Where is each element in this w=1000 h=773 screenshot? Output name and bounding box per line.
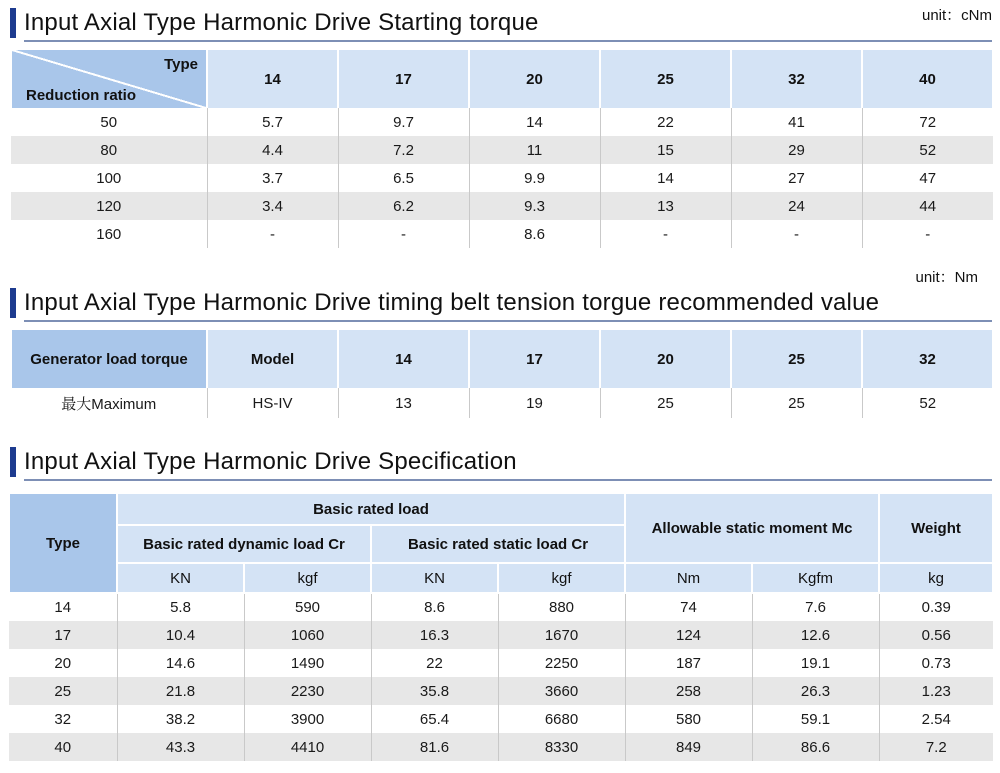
table-cell: 124 bbox=[625, 621, 752, 649]
row-label: 120 bbox=[11, 192, 207, 220]
row-label: 50 bbox=[11, 108, 207, 136]
column-header: 32 bbox=[731, 50, 862, 108]
table-cell: 7.6 bbox=[752, 593, 879, 621]
table-cell: - bbox=[600, 220, 731, 248]
table-cell: 81.6 bbox=[371, 733, 498, 761]
table-row bbox=[9, 677, 993, 705]
corner-ratio-label: Reduction ratio bbox=[26, 87, 137, 104]
table-cell: 9.7 bbox=[338, 108, 469, 136]
column-header: 40 bbox=[862, 50, 993, 108]
table-row bbox=[9, 621, 993, 649]
section3-title: Input Axial Type Harmonic Drive Specification bbox=[24, 448, 517, 475]
section1-title: Input Axial Type Harmonic Drive Starting torque bbox=[24, 9, 539, 36]
weight-header: Weight bbox=[879, 493, 993, 563]
table-cell: 258 bbox=[625, 677, 752, 705]
table-cell: 0.73 bbox=[879, 649, 993, 677]
table-cell: 9.9 bbox=[469, 164, 600, 192]
unit-header: Nm bbox=[625, 563, 752, 593]
unit-header: KN bbox=[371, 563, 498, 593]
table-cell: 6.5 bbox=[338, 164, 469, 192]
title-underline bbox=[24, 320, 992, 322]
unit-header: kgf bbox=[244, 563, 371, 593]
row-label: 40 bbox=[9, 733, 117, 761]
column-header: 20 bbox=[469, 50, 600, 108]
table-row bbox=[11, 164, 993, 192]
table-cell: 187 bbox=[625, 649, 752, 677]
title-underline bbox=[24, 479, 992, 481]
table-cell: 580 bbox=[625, 705, 752, 733]
table-cell: 0.56 bbox=[879, 621, 993, 649]
table-cell: 5.7 bbox=[207, 108, 338, 136]
table-cell: 19.1 bbox=[752, 649, 879, 677]
table-cell: 4.4 bbox=[207, 136, 338, 164]
unit-header: kgf bbox=[498, 563, 625, 593]
allowable-moment-header: Allowable static moment Mc bbox=[625, 493, 879, 563]
table-row bbox=[11, 108, 993, 136]
table-cell: 3.4 bbox=[207, 192, 338, 220]
table-cell: 4410 bbox=[244, 733, 371, 761]
table-cell: 27 bbox=[731, 164, 862, 192]
row-label: 160 bbox=[11, 220, 207, 248]
table-cell: 0.39 bbox=[879, 593, 993, 621]
table-cell: 13 bbox=[600, 192, 731, 220]
section1-heading bbox=[10, 6, 992, 40]
table-cell: 13 bbox=[338, 388, 469, 418]
table-row bbox=[9, 593, 993, 621]
corner-header bbox=[11, 50, 207, 108]
belt-tension-table bbox=[10, 330, 994, 418]
table-cell: 14 bbox=[469, 108, 600, 136]
table-cell: 5.8 bbox=[117, 593, 244, 621]
table-cell: 35.8 bbox=[371, 677, 498, 705]
table-cell: 14.6 bbox=[117, 649, 244, 677]
column-header: 25 bbox=[600, 50, 731, 108]
table-cell: 74 bbox=[625, 593, 752, 621]
model-cell: HS-IV bbox=[207, 388, 338, 418]
dynamic-load-header: Basic rated dynamic load Cr bbox=[117, 525, 371, 563]
title-marker bbox=[10, 447, 16, 477]
table-cell: 59.1 bbox=[752, 705, 879, 733]
unit-header: kg bbox=[879, 563, 993, 593]
column-header: 17 bbox=[338, 50, 469, 108]
type-header: Type bbox=[9, 493, 117, 593]
title-marker bbox=[10, 288, 16, 318]
column-header: 14 bbox=[207, 50, 338, 108]
table-cell: 9.3 bbox=[469, 192, 600, 220]
model-header: Model bbox=[207, 330, 338, 388]
column-header: 20 bbox=[600, 330, 731, 388]
table-cell: 14 bbox=[600, 164, 731, 192]
table-cell: 590 bbox=[244, 593, 371, 621]
table-cell: 22 bbox=[600, 108, 731, 136]
row-label: 32 bbox=[9, 705, 117, 733]
table-cell: 7.2 bbox=[338, 136, 469, 164]
table-cell: 22 bbox=[371, 649, 498, 677]
table-cell: 26.3 bbox=[752, 677, 879, 705]
table-cell: 24 bbox=[731, 192, 862, 220]
static-load-header: Basic rated static load Cr bbox=[371, 525, 625, 563]
column-header: 14 bbox=[338, 330, 469, 388]
table-cell: - bbox=[338, 220, 469, 248]
table-cell: - bbox=[207, 220, 338, 248]
specification-table bbox=[8, 492, 994, 761]
row-label: 80 bbox=[11, 136, 207, 164]
table-cell: 72 bbox=[862, 108, 993, 136]
table-cell: 849 bbox=[625, 733, 752, 761]
table-cell: 44 bbox=[862, 192, 993, 220]
table-cell: 2230 bbox=[244, 677, 371, 705]
table-cell: 3660 bbox=[498, 677, 625, 705]
row-label: 100 bbox=[11, 164, 207, 192]
table-cell: 7.2 bbox=[879, 733, 993, 761]
table-cell: 47 bbox=[862, 164, 993, 192]
table-row bbox=[11, 388, 993, 418]
row-label: 14 bbox=[9, 593, 117, 621]
unit-header: KN bbox=[117, 563, 244, 593]
table-row bbox=[9, 705, 993, 733]
table-row bbox=[11, 192, 993, 220]
table-cell: 15 bbox=[600, 136, 731, 164]
table-cell: 43.3 bbox=[117, 733, 244, 761]
table-cell: 29 bbox=[731, 136, 862, 164]
table-cell: 6.2 bbox=[338, 192, 469, 220]
table-cell: 21.8 bbox=[117, 677, 244, 705]
table-cell: 16.3 bbox=[371, 621, 498, 649]
table-cell: 1490 bbox=[244, 649, 371, 677]
table-cell: 19 bbox=[469, 388, 600, 418]
table-row bbox=[9, 649, 993, 677]
title-marker bbox=[10, 8, 16, 38]
table-row bbox=[9, 733, 993, 761]
table-cell: 38.2 bbox=[117, 705, 244, 733]
table-cell: 41 bbox=[731, 108, 862, 136]
table-cell: 3.7 bbox=[207, 164, 338, 192]
generator-load-header: Generator load torque bbox=[11, 330, 207, 388]
table-cell: 8.6 bbox=[469, 220, 600, 248]
title-underline bbox=[24, 40, 992, 42]
table-cell: 3900 bbox=[244, 705, 371, 733]
section2-unit: unit：Nm bbox=[915, 269, 978, 286]
table-cell: 880 bbox=[498, 593, 625, 621]
table-cell: 1060 bbox=[244, 621, 371, 649]
section2-title: Input Axial Type Harmonic Drive timing belt tension torgue recommended value bbox=[24, 289, 880, 316]
table-cell: 8330 bbox=[498, 733, 625, 761]
table-cell: 2250 bbox=[498, 649, 625, 677]
section3-heading bbox=[10, 445, 992, 479]
table-cell: - bbox=[731, 220, 862, 248]
table-cell: 2.54 bbox=[879, 705, 993, 733]
column-header: 25 bbox=[731, 330, 862, 388]
table-cell: 1.23 bbox=[879, 677, 993, 705]
table-cell: 10.4 bbox=[117, 621, 244, 649]
table-cell: 8.6 bbox=[371, 593, 498, 621]
table-row bbox=[11, 136, 993, 164]
row-label: 17 bbox=[9, 621, 117, 649]
column-header: 32 bbox=[862, 330, 993, 388]
row-label: 20 bbox=[9, 649, 117, 677]
column-header: 17 bbox=[469, 330, 600, 388]
table-cell: 6680 bbox=[498, 705, 625, 733]
table-cell: 52 bbox=[862, 388, 993, 418]
row-label: 25 bbox=[9, 677, 117, 705]
table-cell: 86.6 bbox=[752, 733, 879, 761]
table-cell: 25 bbox=[731, 388, 862, 418]
table-cell: 1670 bbox=[498, 621, 625, 649]
section1-unit: unit：cNm bbox=[921, 7, 992, 24]
table-cell: 65.4 bbox=[371, 705, 498, 733]
table-row bbox=[11, 220, 993, 248]
unit-header: Kgfm bbox=[752, 563, 879, 593]
corner-type-label: Type bbox=[164, 56, 198, 73]
table-cell: 12.6 bbox=[752, 621, 879, 649]
section2-heading bbox=[10, 286, 992, 320]
starting-torque-table bbox=[10, 50, 994, 248]
row-label: 最大Maximum bbox=[11, 388, 207, 418]
table-cell: - bbox=[862, 220, 993, 248]
table-cell: 25 bbox=[600, 388, 731, 418]
basic-rated-load-header: Basic rated load bbox=[117, 493, 625, 525]
table-cell: 11 bbox=[469, 136, 600, 164]
table-cell: 52 bbox=[862, 136, 993, 164]
